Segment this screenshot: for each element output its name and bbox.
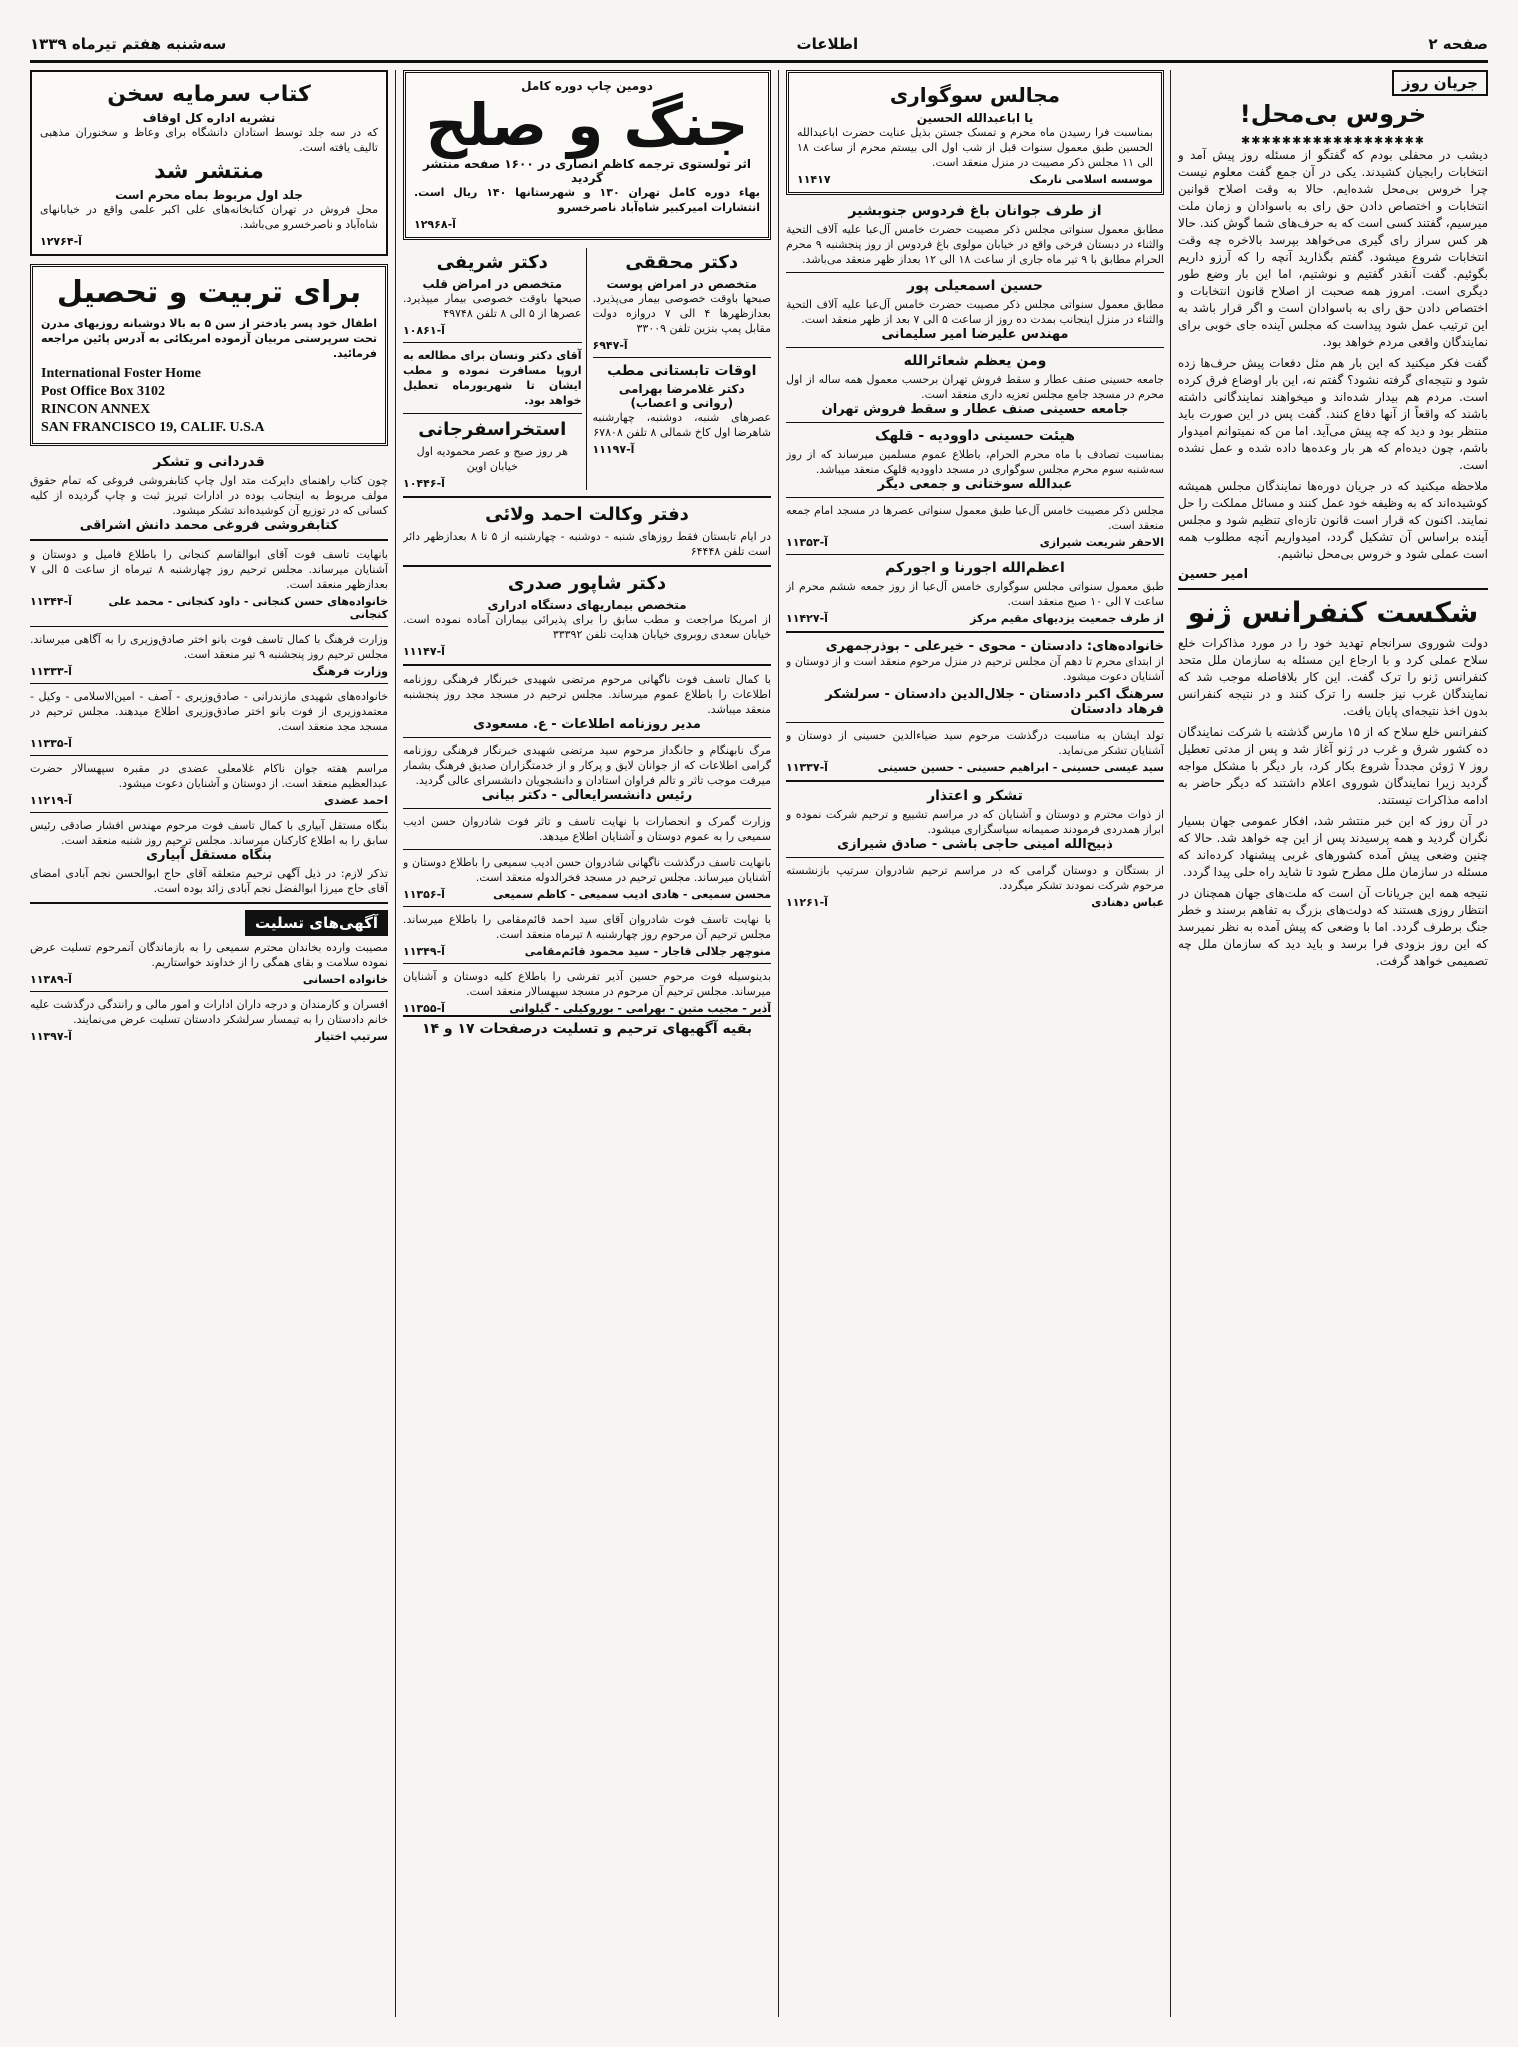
notice-title: خانواده‌های: دادستان - محوی - خیرعلی - بوذرجمهری (825, 639, 1164, 654)
ad-code: آ-۱۱۳۵۶ (403, 888, 445, 901)
obituary-signature: وزارت فرهنگ (312, 665, 388, 678)
article-body: کنفرانس خلع سلاح که از ۱۵ مارس گذشته با شرکت نمایندگان ده کشور شرق و غرب در ژنو آغاز شد و پس از مدتی تعطیل روز ۷ ژوئن مجدداً شروع بکار کرد، بار دیگر با مشکل مواجه گردید زیرا نمایندگان شوروی اعلام داشتند که دیگر حاضر به ادامه مذاکرات نیستند. (1178, 725, 1488, 807)
notice-body: تولد ایشان به مناسبت درگذشت مرحوم سید ضیاءالدین حسینی از دوستان و آشنایان تشکر می‌نماید. (786, 729, 1164, 757)
notice-title: اوقات تابستانی مطب (607, 363, 757, 379)
stars-divider: ✱✱✱✱✱✱✱✱✱✱✱✱✱✱✱✱✱✱ (1241, 134, 1425, 147)
foster-home-ad (30, 264, 388, 446)
notice-signature: ذبیح‌الله امینی حاجی باشی - صادق شیرازی (837, 837, 1113, 852)
book-title: کتاب سرمایه سخن (107, 82, 311, 107)
editorial-body: ملاحظه میکنید که در جریان دوره‌ها نمایندگان مجلس همیشه کوشیده‌اند که به وظیفه خود عمل کنند و مسائل مملکت را حل نمایند. اکنون که قرار است قانون تازه‌ای تنظیم شود و مجلس آینده براساس آن تشکیل گردد، امیدواریم آنچه مطلوب همه است عملی شود و خروس بی‌محل نباشیم. (1178, 479, 1488, 561)
ad-code: آ-۱۱۳۵۵ (403, 1002, 445, 1015)
notice-signature: از طرف جمعیت یزدیهای مقیم مرکز (970, 612, 1164, 625)
notice-body: جامعه حسینی صنف عطار و سقط فروش تهران برحسب معمول همه ساله از اول محرم در مسجد جامع مجلس تعزیه داری منعقد است. (786, 373, 1164, 401)
notice-title: ومن یعظم شعائرالله (903, 353, 1047, 369)
obituary-body: بانهایت تاسف فوت آقای ابوالقاسم کنجانی را باطلاع فامیل و دوستان و آشنایان میرساند. مجلس ترحیم روز چهارشنبه ۸ تیرماه از ساعت ۵ الی ۷ بعدازظهر منعقد است. (30, 548, 388, 591)
notice-title: حسین اسمعیلی پور (907, 278, 1043, 294)
obituary-signature: مدیر روزنامه اطلاعات - ع. مسعودی (473, 717, 701, 732)
book-ad (403, 70, 771, 240)
notice-body: مطابق معمول سنواتی مجلس ذکر مصیبت حضرت خامس آل‌عبا علیه آلاف التحیة والثناء در منزل اینجانب بمدت ده روز از ساعت ۵ الی ۷ بعد از ظهر منعقد است. (786, 298, 1164, 326)
obituary-body: با نهایت تاسف فوت شادروان آقای سید احمد قائم‌مقامی را باطلاع میرساند. مجلس ترحیم آن مرحوم روز چهارشنبه ۸ تیرماه منعقد است. (403, 913, 771, 941)
editorial-column (1178, 70, 1488, 2017)
continued-note: بقیه آگهیهای ترحیم و تسلیت درصفحات ۱۷ و ۱۴ (403, 1015, 771, 1037)
ad-code: آ-۱۱۳۳۵ (30, 737, 72, 750)
notice-signature: سرهنگ اکبر دادستان - جلال‌الدین دادستان - سرلشکر فرهاد دادستان (825, 687, 1164, 717)
ad-code: آ-۱۱۳۳۷ (786, 761, 828, 774)
condolence-body: افسران و کارمندان و درجه داران ادارات و امور مالی و رانندگی درگذشت علیه خانم دادستان را به تیمسار سرلشکر دادستان تسلیت عرض می‌نمایند. (30, 998, 388, 1026)
notice-title: اعظم‌الله اجورنا و اجورکم (885, 560, 1065, 576)
doctor-name: دکتر محققی (625, 252, 739, 273)
notice-signature: جامعه حسینی صنف عطار و سقط فروش تهران (821, 402, 1129, 417)
article-body: دولت شوروی سرانجام تهدید خود را در مورد مذاکرات خلع سلاح عملی کرد و با ارجاع این مسئله به سازمان ملل متحد کنفرانس ژنو را ترک گفت. این کار بلافاصله موجب شد که نمایندگان غرب نیز جلسه را ترک کنند و در نتیجه کنفرانس بدون اخذ نتیجه‌ای پایان یافت. (1178, 636, 1488, 718)
notice-body: بمناسبت فرا رسیدن ماه محرم و تمسک جستن بذیل عنایت حضرت اباعبدالله الحسین طبق معمول سنوات قبل از شب اول الی بیستم محرم از ساعت ۱۸ الی ۱۱ مجلس ذکر مصیبت در منزل منعقد است. (797, 126, 1153, 169)
column-rule (395, 70, 396, 2017)
obituary-signature: آذیر - مجیب متین - بهرامی - بوروکیلی - گیلوانی (509, 1002, 771, 1015)
obituary-signature: بنگاه مستقل آبیاری (146, 848, 272, 863)
condolence-label: آگهی‌های تسلیت (245, 910, 388, 936)
ad-address-line: Post Office Box 3102 (41, 384, 166, 399)
ad-code: آ-۱۱۳۴۴ (30, 595, 72, 608)
ad-address-line: RINCON ANNEX (41, 402, 151, 417)
book-body: که در سه جلد توسط استادان دانشگاه برای وعاظ و سخنوران مذهبی تالیف یافته است. (40, 126, 378, 154)
obituary-signature: رئیس دانشسرایعالی - دکتر بیانی (481, 788, 693, 803)
ad-code: آ-۱۱۱۴۷ (403, 645, 445, 658)
editorial-title: خروس بی‌محل! (1239, 100, 1427, 128)
notice-body: طبق معمول سنواتی مجلس سوگواری خامس آل‌عبا از روز جمعه ششم محرم از ساعت ۷ الی ۱۰ صبح منعقد است. (786, 580, 1164, 608)
doctor-body: عصرهای شنبه، دوشنبه، چهارشنبه شاهرضا اول کاخ شمالی ۸ تلفن ۶۷۸۰۸ (592, 411, 771, 439)
article-body: نتیجه همه این جریانات آن است که ملت‌های جهان همچنان در انتظار روزی هستند که دولت‌های بزرگ به تفاهم برسند و خطر جنگ برطرف گردد. اما با وضعی که پیش آمده به نظر نمیرسد که این روز بزودی فرا برسد و باید دید که سازمان ملل چه تصمیمی خواهد گرفت. (1178, 886, 1488, 968)
ad-code: آ-۱۱۳۸۹ (30, 973, 72, 986)
article-title: شکست کنفرانس ژنو (1187, 596, 1479, 629)
article-body: در آن روز که این خبر منتشر شد، افکار عمومی جهان بسیار نگران گردید و همه پرسیدند پس از این چه خواهد شد. حالا که چنین وضعی پیش آمده کشورهای غربی پیشنهاد کرده‌اند که مسئله در سازمان ملل مطرح شود تا شاید راه حلی پیدا گردد. (1178, 814, 1488, 879)
book-price: بهاء دوره کامل تهران ۱۳۰ و شهرستانها ۱۴۰ ریال است. انتشارات امیرکبیر شاه‌آباد ناصرخسرو (414, 186, 760, 214)
book-ad (30, 70, 388, 256)
obituary-body: وزارت فرهنگ با کمال تاسف فوت بانو اختر صادق‌وزیری را به آگاهی میرساند. مجلس ترحیم روز پنجشنبه ۹ تیر منعقد است. (30, 633, 388, 661)
notice-body: مجلس ذکر مصیبت خامس آل‌عبا طبق معمول سنواتی عصرها در مسجد امام جمعه منعقد است. (786, 504, 1164, 532)
obituary-signature: خانواده‌های حسن کنجانی - داود کنجانی - محمد علی کنجانی (108, 595, 388, 621)
pool-name: استخراسفرجانی (418, 419, 567, 440)
ad-code: آ-۱۰۴۴۶ (403, 477, 445, 490)
doctor-body: صبحها باوقت خصوصی بیمار میپذیرد. عصرها از ۵ الی ۸ تلفن ۴۹۷۴۸ (403, 292, 582, 320)
paper-name: اطلاعات (796, 35, 859, 53)
ad-code: آ-۱۱۴۲۷ (786, 612, 828, 625)
notice-title: تشکر و اعتذار (927, 788, 1023, 804)
law-office-title: دفتر وکالت احمد ولائی (485, 504, 689, 525)
ad-code: آ-۱۱۳۴۹ (403, 945, 445, 958)
page-number: صفحه ۲ (1428, 35, 1488, 53)
notice-signature: عبدالله سوختانی و جمعی دیگر (877, 477, 1073, 492)
obituary-body: بنگاه مستقل آبیاری با کمال تاسف فوت مرحوم مهندس افشار صادقی رئیس سابق را به اطلاع کارکنان میرساند. مجلس ترحیم روز شنبه منعقد است. (30, 819, 388, 847)
notice-body: از ابتدای محرم تا دهم آن مجلس ترحیم در منزل مرحوم منعقد است و از دوستان و آشنایان دعوت میشود. (786, 655, 1164, 683)
doctor-specialty: متخصص در امراض پوست (606, 277, 758, 291)
editorial-body: دیشب در محفلی بودم که گفتگو از مسئله روز پیش آمد و انتخابات رابجیان کشیدند. یکی در آن جمع گفت معلوم نیست چرا خروس بی‌محل شده‌ایم. حالا به وقت اصلاح قوانین انتخابات و اختصاص دادن حق رای به باسوادان و زمان ملت میرسیم، گفتند کسی است که به حرف‌های شما گوش کند. حالا هر کس سراز رای گیری می‌خواهد بپرسد بالاخره چه وقت انتخابات شروع میشود. گفتم بگذارید آنچه را که آرزو داریم بگوئیم. گفت آنقدر گفتیم و نوشتیم، اما این بار وضع طور دیگری است. امروز همه صحبت از اصلاح قانون انتخابات و اختصاص دادن حق رای به باسوادان است و اگر قرار باشد به این ترتیب عمل شود پیداست که مجلس آینده جای خوبی برای نمایندگان واقعی مردم خواهد بود. (1178, 148, 1488, 349)
subheading: یا اباعبدالله الحسین (916, 111, 1034, 125)
notice-signature: عباس دهنادی (1091, 896, 1164, 909)
ad-address-line: SAN FRANCISCO 19, CALIF. U.S.A (41, 420, 265, 435)
obituary-body: با کمال تاسف فوت ناگهانی مرحوم مرتضی شهیدی خبرنگار فرهنگی روزنامه اطلاعات را باطلاع عموم میرساند. مجلس ترحیم در مسجد مجد روز پنجشنبه منعقد میباشد. (403, 673, 771, 716)
obituary-signature: منوچهر جلالی قاجار - سید محمود قائم‌مقامی (524, 945, 771, 958)
column-rule (1170, 70, 1171, 2017)
condolence-body: مصیبت وارده بخاندان محترم سمیعی را به بازماندگان آنمرحوم تسلیت عرض نموده سلامت و بقای همگی را از خداوند خواستاریم. (30, 941, 388, 969)
issue-date: سه‌شنبه هفتم تیرماه ۱۳۳۹ (30, 35, 227, 53)
obituary-body: مراسم هفته جوان ناکام غلامعلی عضدی در مقبره سپهسالار حضرت عبدالعظیم منعقد است. از دوستان و آشنایان دعوت میشود. (30, 762, 388, 790)
book-subtitle: نشریه اداره کل اوقاف (142, 111, 276, 125)
section-tag: جریان روز (1392, 70, 1488, 96)
notice-body: چون کتاب راهنمای دایرکت متد اول چاپ کتابفروشی فروغی که تمام حقوق مولف مربوط به اینجانب بوده در ادارات تبریز ثبت و چاپ گردیده از کلیه کسانی که در توزیع آن کوشیده‌اند تشکر میشود. (30, 474, 388, 517)
ad-code: آ-۶۹۴۷ (592, 339, 628, 352)
notice-body: بمناسبت تصادف با ماه محرم الحرام، باطلاع عموم مسلمین میرساند که از روز سه‌شنبه سوم محرم مجلس سوگواری در مسجد داوودیه قلهک منعقد میباشد. (786, 448, 1164, 476)
book-published: منتشر شد (154, 159, 264, 184)
ad-code: آ-۱۲۷۶۴ (40, 235, 82, 248)
doctor-name: دکتر شریفی (436, 252, 548, 273)
ad-code: آ-۱۱۲۶۱ (786, 896, 828, 909)
editorial-body: گفت فکر میکنید که این بار هم مثل دفعات پیش حرف‌ها زده شود و نتیجه‌ای گرفته نشود؟ گفتم نه، این بار اوضاع فرق کرده است. مردم هم بیدار شده‌اند و میخواهند نمایندگانی داشته باشند که واقعاً از آنها دفاع کنند. گفت پس در این صورت باید منتظر بود و دید که چه پیش می‌آید. اما من که نمیتوانم امیدوار باشم، چون دیده‌ام که هر بار وعده‌ها داده شده و عمل نشده است. (1178, 356, 1488, 472)
obituary-body: خانواده‌های شهیدی مازندرانی - صادق‌وزیری - آصف - امین‌الاسلامی - وکیل - معتمدوزیری از فوت بانو اختر صادق‌وزیری اطلاع میدهند. مجلس ترحیم در مسجد مجد منعقد است. (30, 690, 388, 733)
obituary-signature: محسن سمیعی - هادی ادیب سمیعی - کاظم سمیعی (493, 888, 771, 901)
obituary-body: مرگ نابهنگام و جانگداز مرحوم سید مرتضی شهیدی خبرنگار فرهنگی روزنامه گرامی اطلاعات که از جوانان لایق و پرکار و از خدمتگزاران صدیق فرهنگ بشمار میرفت موجب تاثر و تالم فراوان استادان و دانشجویان دانشسرای عالی گردید. (403, 744, 771, 787)
column-rule (778, 70, 779, 2017)
notices-column (30, 70, 388, 2017)
notice-signature: مهندس علیرضا امیر سلیمانی (881, 327, 1069, 342)
doctor-body: صبحها باوقت خصوصی بیمار می‌پذیرد. بعدازظهرها ۴ الی ۷ دروازه دولت مقابل پمپ بنزین تلفن ۳۳۰۰۹ (592, 292, 771, 335)
obituary-body: بدینوسیله فوت مرحوم حسین آذیر تفرشی را باطلاع کلیه دوستان و آشنایان میرساند. مجلس ترحیم آن مرحوم در مسجد سپهسالار منعقد است. (403, 970, 771, 998)
doctor-notice: آقای دکتر ونسان برای مطالعه به اروپا مسافرت نموده و مطب ایشان تا شهریورماه تعطیل خواهد بود. (403, 349, 582, 407)
notice-title: قدردانی و تشکر (153, 454, 265, 470)
notice-signature: کتابفروشی فروغی محمد دانش اشراقی (79, 518, 339, 533)
ad-address-line: International Foster Home (41, 366, 201, 381)
doctor-body: از امریکا مراجعت و مطب سابق را برای پذیرائی بیماران آماده نموده است. خیابان سعدی روبروی خیابان هدایت تلفن ۳۳۳۹۲ (403, 613, 771, 641)
obituary-body: بانهایت تاسف درگذشت ناگهانی شادروان حسن ادیب سمیعی را باطلاع دوستان و آشنایان میرساند. مجلس ترحیم در مسجد فخرالدوله منعقد است. (403, 856, 771, 884)
notice-signature: موسسه اسلامی نارمک (1029, 173, 1153, 186)
ad-code: آ-۱۱۱۹۷ (592, 443, 635, 456)
ad-body: اطفال خود پسر یادختر از سن ۵ به بالا دوشبانه روزیهای مدرن تحت سرپرستی مربیان آزموده امریکائی به آدرس پائین مراجعه فرمائید. (41, 317, 377, 360)
ad-title: برای تربیت و تحصیل (56, 275, 362, 310)
notice-body: مطابق معمول سنواتی مجلس ذکر مصیبت حضرت خامس آل‌عبا علیه آلاف التحیة والثناء در دبستان فرخی واقع در خیابان مولوی باغ فردوس از روز پنجشنبه ۹ محرم الحرام مطابق با ۹ تیر ماه جاری از ساعت ۱۸ الی ۱۲ بعداز ظهر منعقد می‌باشد. (786, 223, 1164, 266)
ad-code: آ-۱۱۲۱۹ (30, 794, 72, 807)
ad-code: آ-۱۰۸۶۱ (403, 324, 445, 337)
mourning-column (786, 70, 1164, 2017)
doctor-specialty: متخصص بیماریهای دستگاه ادراری (487, 598, 687, 612)
masthead (30, 28, 1488, 63)
ads-column (403, 70, 771, 2017)
doctor-name: دکتر غلامرضا بهرامی (618, 382, 745, 396)
book-body: محل فروش در تهران کتابخانه‌های علی اکبر علمی واقع در خیابانهای شاه‌آباد و ناصرخسرو می‌باشد. (40, 203, 378, 231)
law-office-body: در ایام تابستان فقط روزهای شنبه - دوشنبه - چهارشنبه از ۵ تا ۸ بعدازظهر دائر است تلفن ۶۴۴۴۸ (403, 530, 771, 558)
doctor-specialty: (روانی و اعصاب) (630, 396, 734, 410)
ad-code: ۱۱۴۱۷ (797, 173, 831, 186)
notice-signature: الاحقر شریعت شیرازی (1039, 536, 1164, 549)
obituary-body: وزارت گمرک و انحصارات با نهایت تاسف و تاثر فوت شادروان حسن ادیب سمیعی را به عموم دوستان و آشنایان اطلاع میدهد. (403, 815, 771, 843)
ad-code: آ-۱۱۳۵۳ (786, 536, 828, 549)
book-ad-top: دومین چاپ دوره کامل (521, 79, 653, 93)
notice-title: از طرف جوانان باغ فردوس جنوبشیر (848, 203, 1102, 219)
notice-body: از بستگان و دوستان گرامی که در مراسم ترحیم شادروان سرتیپ بازنشسته مرحوم شرکت نمودند تشکر میگردد. (786, 864, 1164, 892)
book-title: جنگ و صلح (425, 91, 749, 159)
editorial-signature: امیر حسین (1178, 567, 1249, 582)
correction-note: تذکر لازم: در ذیل آگهی ترحیم متعلقه آقای حاج ابوالحسن نجم آبادی امضای آقای حاج میرزا ابوالفضل نجم آبادی زائد بوده است. (30, 867, 388, 895)
notice-signature: سید عیسی حسینی - ابراهیم حسینی - حسین حسینی (877, 761, 1164, 774)
book-subtitle: جلد اول مربوط بماه محرم است (115, 188, 303, 202)
notice-body: از ذوات محترم و دوستان و آشنایان که در مراسم تشییع و ترحیم شرکت نموده و ابراز همدردی فرمودند صمیمانه سپاسگزاری میشود. (786, 808, 1164, 836)
section-heading: مجالس سوگواری (889, 83, 1061, 107)
ad-code: آ-۱۱۳۹۷ (30, 1030, 72, 1043)
doctor-name: دکتر شاپور صدری (507, 573, 667, 594)
notice-title: هیئت حسینی داوودیه - قلهک (875, 428, 1075, 444)
doctor-specialty: متخصص در امراض قلب (422, 277, 562, 291)
condolence-signature: سرتیپ اختیار (315, 1030, 388, 1043)
condolence-signature: خانواده احسانی (302, 973, 388, 986)
ad-code: آ-۱۲۹۶۸ (414, 218, 456, 231)
obituary-signature: احمد عضدی (323, 794, 388, 807)
ad-code: آ-۱۱۳۳۳ (30, 665, 72, 678)
pool-body: هر روز صبح و عصر محمودیه اول خیابان اوین (416, 445, 568, 473)
book-author: اثر تولستوی ترجمه کاظم انصاری در ۱۶۰۰ صفحه منتشر گردید (422, 157, 752, 185)
